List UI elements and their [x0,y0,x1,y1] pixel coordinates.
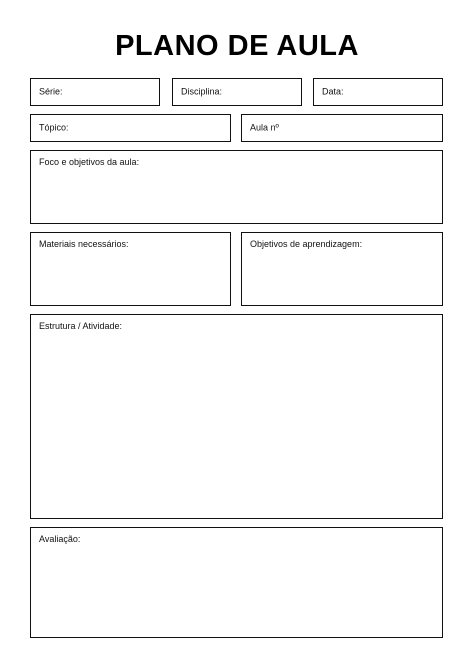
avaliacao-label: Avaliação: [39,534,81,544]
serie-label: Série: [39,86,63,97]
materiais-label: Materiais necessários: [39,239,129,249]
data-label: Data: [322,86,344,97]
avaliacao-field[interactable] [30,527,443,638]
objetivos-aprendizagem-label: Objetivos de aprendizagem: [250,239,363,249]
page-title: PLANO DE AULA [115,30,359,62]
estrutura-atividade-field[interactable] [30,314,443,519]
objetivos-aprendizagem-field[interactable] [241,232,443,306]
aula-field[interactable] [241,114,443,142]
foco-objetivos-label: Foco e objetivos da aula: [39,157,140,167]
data-field[interactable] [313,78,443,106]
disciplina-field[interactable] [172,78,302,106]
materiais-field[interactable] [30,232,231,306]
aula-label: Aula nº [250,122,279,133]
topico-label: Tópico: [39,122,69,133]
estrutura-atividade-label: Estrutura / Atividade: [39,321,123,331]
foco-objetivos-field[interactable] [30,150,443,224]
serie-field[interactable] [30,78,160,106]
topico-field[interactable] [30,114,231,142]
disciplina-label: Disciplina: [181,86,223,97]
